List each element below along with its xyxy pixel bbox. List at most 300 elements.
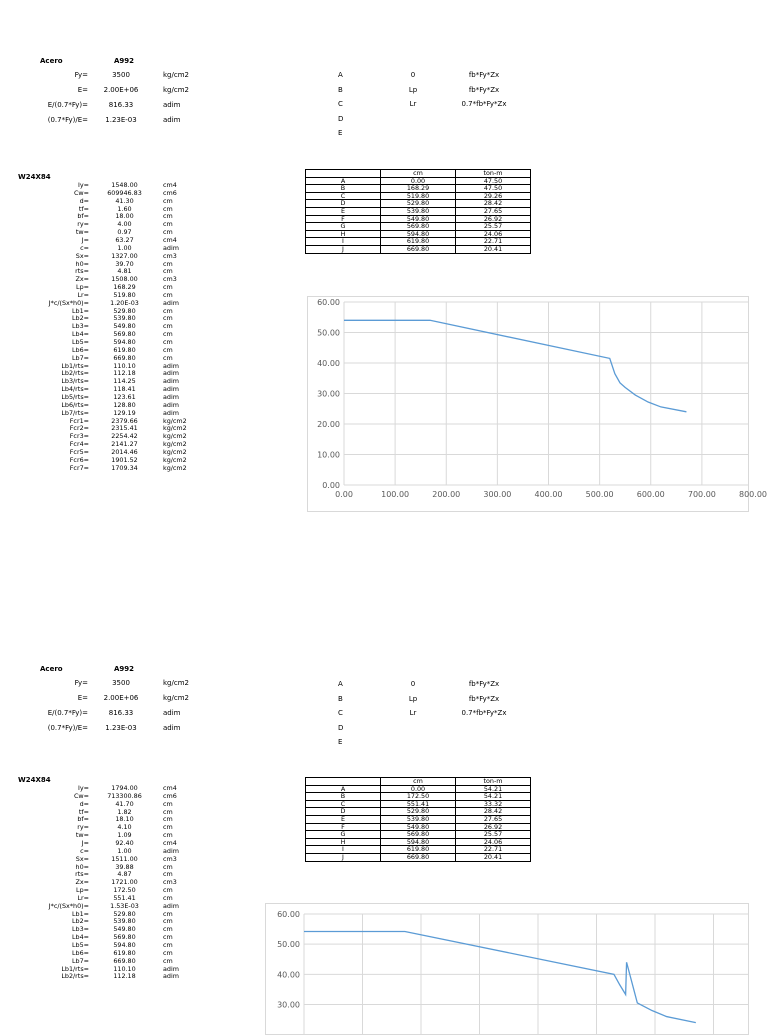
- property-value: 172.50: [102, 887, 147, 895]
- property-value: 110.10: [102, 363, 147, 371]
- length-cell: 168.29: [381, 185, 456, 193]
- property-label: Lb1=: [72, 308, 89, 316]
- x-tick-label: 300.00: [483, 490, 511, 499]
- table-header-cell: [306, 778, 381, 786]
- property-value: 2014.46: [102, 449, 147, 457]
- moment-points-table: [305, 777, 531, 862]
- length-cell: 0.00: [381, 177, 456, 185]
- moment-cell: 26.92: [456, 823, 531, 831]
- property-unit: cm6: [163, 190, 177, 198]
- moment-cell: 47.50: [456, 177, 531, 185]
- property-value: 1327.00: [102, 253, 147, 261]
- property-label: Lb2=: [72, 918, 89, 926]
- steel-grade: A992: [114, 57, 134, 66]
- property-unit: cm: [163, 221, 173, 229]
- length-cell: 549.80: [381, 215, 456, 223]
- property-label: Lr=: [77, 292, 89, 300]
- property-unit: adim: [163, 903, 179, 911]
- table-header-row: [306, 170, 531, 178]
- property-label: c=: [80, 848, 89, 856]
- length-cell: 669.80: [381, 245, 456, 253]
- property-value: 63.27: [102, 237, 147, 245]
- property-unit: cm3: [163, 253, 177, 261]
- moment-chart-2-svg: [266, 904, 748, 1034]
- table-row: [306, 853, 531, 861]
- x-tick-label: 100.00: [381, 490, 409, 499]
- property-value: 4.00: [102, 221, 147, 229]
- property-label: Fcr1=: [70, 418, 89, 426]
- length-cell: 551.41: [381, 800, 456, 808]
- property-label: Sx=: [76, 856, 89, 864]
- moment-cell: 24.06: [456, 838, 531, 846]
- property-unit: adim: [163, 966, 179, 974]
- table-row: [306, 207, 531, 215]
- property-unit: kg/cm2: [163, 425, 187, 433]
- legend-expression: fb*Fy*Zx: [450, 695, 518, 704]
- property-unit: cm4: [163, 840, 177, 848]
- moment-cell: 25.57: [456, 831, 531, 839]
- property-unit: cm: [163, 355, 173, 363]
- property-value: 529.80: [102, 911, 147, 919]
- moment-cell: 22.71: [456, 238, 531, 246]
- length-cell: 529.80: [381, 808, 456, 816]
- property-value: 619.80: [102, 347, 147, 355]
- property-label: ry=: [77, 221, 89, 229]
- material-unit: kg/cm2: [163, 679, 189, 688]
- y-tick-label: 0.00: [322, 481, 340, 490]
- x-tick-label: 400.00: [535, 490, 563, 499]
- material-value: 3500: [102, 679, 140, 688]
- property-label: Lb6/rts=: [61, 402, 89, 410]
- property-value: 2379.66: [102, 418, 147, 426]
- legend-point: E: [338, 738, 342, 747]
- property-unit: cm: [163, 809, 173, 817]
- property-label: Fcr5=: [70, 449, 89, 457]
- legend-ref: 0: [396, 71, 430, 80]
- property-unit: cm3: [163, 856, 177, 864]
- property-label: Lr=: [77, 895, 89, 903]
- material-unit: adim: [163, 101, 181, 110]
- moment-cell: 22.71: [456, 846, 531, 854]
- y-tick-label: 30.00: [317, 390, 340, 399]
- property-value: 39.88: [102, 864, 147, 872]
- moment-cell: 54.21: [456, 785, 531, 793]
- legend-point: C: [338, 709, 343, 718]
- point-label-cell: F: [306, 823, 381, 831]
- property-value: 41.70: [102, 801, 147, 809]
- property-label: Lb6=: [72, 347, 89, 355]
- property-unit: cm4: [163, 237, 177, 245]
- moment-cell: 28.42: [456, 200, 531, 208]
- property-label: Zx=: [75, 879, 89, 887]
- material-unit: kg/cm2: [163, 71, 189, 80]
- property-unit: cm: [163, 864, 173, 872]
- property-value: 1508.00: [102, 276, 147, 284]
- property-label: Lb3/rts=: [61, 378, 89, 386]
- property-label: c=: [80, 245, 89, 253]
- property-label: h0=: [76, 864, 89, 872]
- material-unit: kg/cm2: [163, 86, 189, 95]
- property-value: 4.10: [102, 824, 147, 832]
- table-header-cell: cm: [381, 170, 456, 178]
- property-unit: cm: [163, 934, 173, 942]
- property-label: Fcr3=: [70, 433, 89, 441]
- length-cell: 669.80: [381, 853, 456, 861]
- property-unit: cm: [163, 206, 173, 214]
- legend-ref: Lp: [396, 695, 430, 704]
- point-label-cell: C: [306, 800, 381, 808]
- property-value: 4.81: [102, 268, 147, 276]
- property-label: ry=: [77, 824, 89, 832]
- length-cell: 539.80: [381, 207, 456, 215]
- property-value: 619.80: [102, 950, 147, 958]
- point-label-cell: B: [306, 793, 381, 801]
- property-value: 110.10: [102, 966, 147, 974]
- property-unit: adim: [163, 394, 179, 402]
- property-value: 112.18: [102, 370, 147, 378]
- property-value: 539.80: [102, 918, 147, 926]
- legend-expression: 0.7*fb*Fy*Zx: [450, 709, 518, 718]
- property-value: 114.25: [102, 378, 147, 386]
- point-label-cell: A: [306, 785, 381, 793]
- property-label: rts=: [75, 268, 89, 276]
- property-label: J*c/(Sx*h0)=: [49, 300, 89, 308]
- y-tick-label: 50.00: [317, 329, 340, 338]
- table-header-cell: [306, 170, 381, 178]
- length-cell: 619.80: [381, 238, 456, 246]
- legend-point: D: [338, 115, 343, 124]
- point-label-cell: G: [306, 223, 381, 231]
- property-unit: cm: [163, 308, 173, 316]
- property-unit: adim: [163, 378, 179, 386]
- material-label: (0.7*Fy)/E=: [48, 724, 88, 733]
- property-label: J=: [82, 237, 89, 245]
- property-unit: adim: [163, 402, 179, 410]
- steel-label: Acero: [40, 57, 63, 66]
- property-value: 18.00: [102, 213, 147, 221]
- x-tick-label: 800.00: [739, 490, 767, 499]
- property-value: 0.97: [102, 229, 147, 237]
- table-row: [306, 245, 531, 253]
- y-tick-label: 10.00: [317, 451, 340, 460]
- legend-point: A: [338, 680, 343, 689]
- property-label: tw=: [76, 229, 89, 237]
- point-label-cell: A: [306, 177, 381, 185]
- property-unit: adim: [163, 410, 179, 418]
- y-tick-label: 50.00: [277, 940, 300, 949]
- moment-cell: 26.92: [456, 215, 531, 223]
- x-tick-label: 200.00: [432, 490, 460, 499]
- property-unit: cm6: [163, 793, 177, 801]
- property-unit: cm: [163, 268, 173, 276]
- property-unit: cm: [163, 261, 173, 269]
- property-label: Sx=: [76, 253, 89, 261]
- legend-point: B: [338, 695, 343, 704]
- moment-cell: 24.06: [456, 230, 531, 238]
- moment-cell: 20.41: [456, 245, 531, 253]
- point-label-cell: H: [306, 230, 381, 238]
- property-label: Lb4=: [72, 331, 89, 339]
- property-unit: cm: [163, 339, 173, 347]
- y-tick-label: 30.00: [277, 1001, 300, 1010]
- table-header-cell: ton-m: [456, 778, 531, 786]
- property-value: 539.80: [102, 315, 147, 323]
- property-unit: cm4: [163, 182, 177, 190]
- material-label: E=: [78, 86, 88, 95]
- moment-cell: 29.26: [456, 192, 531, 200]
- property-value: 18.10: [102, 816, 147, 824]
- x-tick-label: 500.00: [586, 490, 614, 499]
- property-unit: adim: [163, 386, 179, 394]
- property-value: 529.80: [102, 308, 147, 316]
- property-value: 4.87: [102, 871, 147, 879]
- property-value: 519.80: [102, 292, 147, 300]
- property-unit: cm: [163, 331, 173, 339]
- property-unit: adim: [163, 363, 179, 371]
- point-label-cell: D: [306, 200, 381, 208]
- length-cell: 594.80: [381, 838, 456, 846]
- property-unit: cm: [163, 198, 173, 206]
- property-value: 2141.27: [102, 441, 147, 449]
- table-header-cell: cm: [381, 778, 456, 786]
- property-label: Fcr7=: [70, 465, 89, 473]
- property-unit: cm: [163, 801, 173, 809]
- property-value: 129.19: [102, 410, 147, 418]
- material-unit: adim: [163, 724, 181, 733]
- property-unit: cm3: [163, 276, 177, 284]
- property-label: Lb2=: [72, 315, 89, 323]
- property-label: Lb6=: [72, 950, 89, 958]
- property-value: 569.80: [102, 934, 147, 942]
- property-label: d=: [80, 801, 89, 809]
- point-label-cell: J: [306, 245, 381, 253]
- moment-chart-2: [265, 903, 749, 1035]
- moment-cell: 25.57: [456, 223, 531, 231]
- y-tick-label: 60.00: [317, 298, 340, 307]
- property-unit: cm: [163, 895, 173, 903]
- steel-label: Acero: [40, 665, 63, 674]
- length-cell: 549.80: [381, 823, 456, 831]
- property-label: Iy=: [78, 785, 89, 793]
- property-unit: cm: [163, 323, 173, 331]
- property-label: Lb2/rts=: [61, 370, 89, 378]
- length-cell: 619.80: [381, 846, 456, 854]
- property-label: bf=: [77, 213, 89, 221]
- length-cell: 172.50: [381, 793, 456, 801]
- length-cell: 539.80: [381, 815, 456, 823]
- property-label: Fcr4=: [70, 441, 89, 449]
- property-value: 1548.00: [102, 182, 147, 190]
- property-label: tf=: [79, 809, 89, 817]
- material-value: 1.23E-03: [102, 116, 140, 125]
- property-value: 1.00: [102, 245, 147, 253]
- property-label: Lb7=: [72, 958, 89, 966]
- point-label-cell: J: [306, 853, 381, 861]
- property-label: Lb5=: [72, 339, 89, 347]
- property-value: 1511.00: [102, 856, 147, 864]
- material-value: 1.23E-03: [102, 724, 140, 733]
- property-label: Fcr6=: [70, 457, 89, 465]
- length-cell: 529.80: [381, 200, 456, 208]
- property-value: 549.80: [102, 323, 147, 331]
- material-value: 2.00E+06: [102, 694, 140, 703]
- material-label: E/(0.7*Fy)=: [48, 709, 88, 718]
- property-label: Fcr2=: [70, 425, 89, 433]
- property-label: Lb7=: [72, 355, 89, 363]
- property-label: Lb1/rts=: [61, 966, 89, 974]
- property-label: d=: [80, 198, 89, 206]
- property-label: Cw=: [74, 190, 89, 198]
- moment-cell: 33.32: [456, 800, 531, 808]
- property-value: 1901.52: [102, 457, 147, 465]
- property-label: bf=: [77, 816, 89, 824]
- y-tick-label: 40.00: [317, 359, 340, 368]
- legend-point: C: [338, 100, 343, 109]
- property-unit: cm4: [163, 785, 177, 793]
- property-unit: cm: [163, 887, 173, 895]
- material-label: E/(0.7*Fy)=: [48, 101, 88, 110]
- property-value: 39.70: [102, 261, 147, 269]
- material-label: (0.7*Fy)/E=: [48, 116, 88, 125]
- point-label-cell: E: [306, 207, 381, 215]
- property-unit: cm: [163, 347, 173, 355]
- property-unit: cm: [163, 958, 173, 966]
- property-value: 1.60: [102, 206, 147, 214]
- moment-cell: 54.21: [456, 793, 531, 801]
- section-name: W24X84: [18, 776, 51, 785]
- property-value: 1709.34: [102, 465, 147, 473]
- property-unit: kg/cm2: [163, 441, 187, 449]
- property-value: 594.80: [102, 339, 147, 347]
- property-unit: cm: [163, 284, 173, 292]
- moment-points-table: [305, 169, 531, 254]
- point-label-cell: I: [306, 846, 381, 854]
- property-unit: adim: [163, 973, 179, 981]
- material-unit: kg/cm2: [163, 694, 189, 703]
- legend-ref: Lr: [396, 709, 430, 718]
- property-unit: kg/cm2: [163, 418, 187, 426]
- material-value: 3500: [102, 71, 140, 80]
- material-label: Fy=: [75, 679, 88, 688]
- property-label: Lb2/rts=: [61, 973, 89, 981]
- section-name: W24X84: [18, 173, 51, 182]
- legend-point: E: [338, 129, 342, 138]
- property-unit: cm: [163, 911, 173, 919]
- moment-cell: 27.65: [456, 815, 531, 823]
- y-tick-label: 40.00: [277, 970, 300, 979]
- legend-point: B: [338, 86, 343, 95]
- property-value: 549.80: [102, 926, 147, 934]
- property-label: h0=: [76, 261, 89, 269]
- property-value: 1794.00: [102, 785, 147, 793]
- x-tick-label: 600.00: [637, 490, 665, 499]
- property-unit: cm: [163, 942, 173, 950]
- property-label: Lb3=: [72, 323, 89, 331]
- property-unit: cm: [163, 918, 173, 926]
- property-value: 1721.00: [102, 879, 147, 887]
- property-label: Lb5=: [72, 942, 89, 950]
- length-cell: 0.00: [381, 785, 456, 793]
- property-value: 551.41: [102, 895, 147, 903]
- material-value: 816.33: [102, 101, 140, 110]
- legend-ref: 0: [396, 680, 430, 689]
- property-value: 2254.42: [102, 433, 147, 441]
- property-unit: cm: [163, 315, 173, 323]
- property-label: rts=: [75, 871, 89, 879]
- moment-chart-1-svg: [308, 297, 748, 511]
- property-label: Zx=: [75, 276, 89, 284]
- property-value: 92.40: [102, 840, 147, 848]
- point-label-cell: D: [306, 808, 381, 816]
- legend-expression: fb*Fy*Zx: [450, 86, 518, 95]
- property-value: 118.41: [102, 386, 147, 394]
- legend-expression: fb*Fy*Zx: [450, 71, 518, 80]
- property-unit: cm: [163, 871, 173, 879]
- property-value: 128.80: [102, 402, 147, 410]
- point-label-cell: G: [306, 831, 381, 839]
- property-unit: cm: [163, 950, 173, 958]
- length-cell: 519.80: [381, 192, 456, 200]
- table-header-cell: ton-m: [456, 170, 531, 178]
- property-value: 569.80: [102, 331, 147, 339]
- property-unit: adim: [163, 300, 179, 308]
- property-value: 168.29: [102, 284, 147, 292]
- property-unit: cm: [163, 229, 173, 237]
- property-value: 669.80: [102, 958, 147, 966]
- property-value: 1.53E-03: [102, 903, 147, 911]
- material-label: E=: [78, 694, 88, 703]
- property-value: 1.20E-03: [102, 300, 147, 308]
- property-label: Lb7/rts=: [61, 410, 89, 418]
- material-value: 2.00E+06: [102, 86, 140, 95]
- property-label: Lb1=: [72, 911, 89, 919]
- property-label: Lb3=: [72, 926, 89, 934]
- property-label: Lb4/rts=: [61, 386, 89, 394]
- property-unit: cm: [163, 816, 173, 824]
- legend-point: D: [338, 724, 343, 733]
- moment-cell: 20.41: [456, 853, 531, 861]
- property-value: 1.00: [102, 848, 147, 856]
- property-value: 713300.86: [102, 793, 147, 801]
- point-label-cell: C: [306, 192, 381, 200]
- moment-cell: 47.50: [456, 185, 531, 193]
- length-cell: 569.80: [381, 223, 456, 231]
- length-cell: 594.80: [381, 230, 456, 238]
- property-unit: kg/cm2: [163, 433, 187, 441]
- legend-ref: Lr: [396, 100, 430, 109]
- property-unit: kg/cm2: [163, 457, 187, 465]
- property-value: 1.09: [102, 832, 147, 840]
- property-label: Lp=: [76, 887, 89, 895]
- property-unit: adim: [163, 370, 179, 378]
- steel-grade: A992: [114, 665, 134, 674]
- point-label-cell: I: [306, 238, 381, 246]
- property-label: J*c/(Sx*h0)=: [49, 903, 89, 911]
- material-unit: adim: [163, 116, 181, 125]
- point-label-cell: E: [306, 815, 381, 823]
- property-value: 669.80: [102, 355, 147, 363]
- property-value: 123.61: [102, 394, 147, 402]
- x-tick-label: 0.00: [335, 490, 353, 499]
- property-unit: cm: [163, 926, 173, 934]
- property-unit: cm: [163, 832, 173, 840]
- property-value: 594.80: [102, 942, 147, 950]
- table-header-row: [306, 778, 531, 786]
- property-unit: cm: [163, 824, 173, 832]
- property-label: tw=: [76, 832, 89, 840]
- property-unit: adim: [163, 245, 179, 253]
- property-unit: cm: [163, 213, 173, 221]
